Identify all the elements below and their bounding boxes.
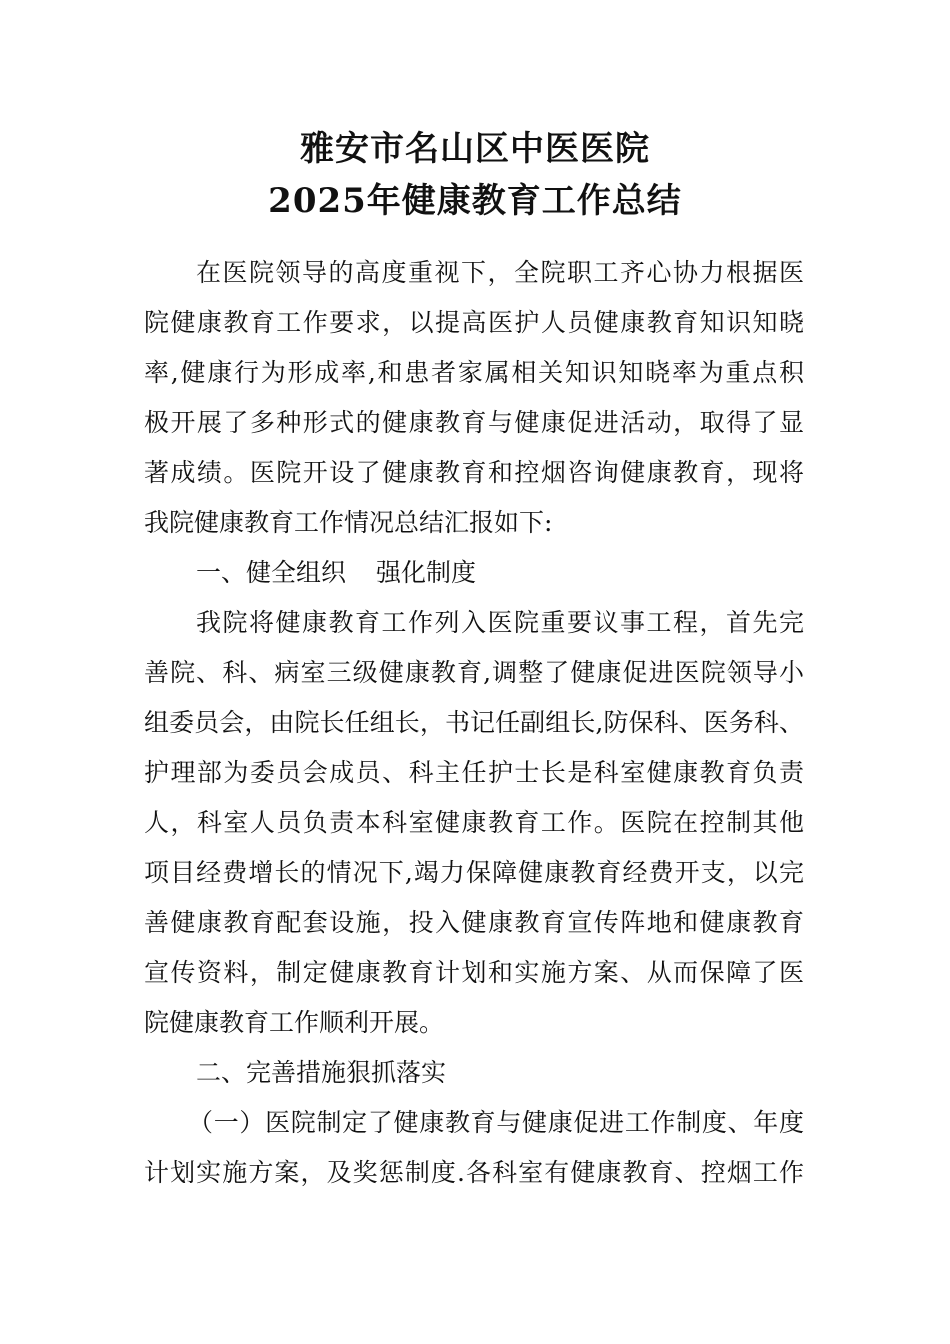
paragraph-line: 项目经费增长的情况下,竭力保障健康教育经费开支，以完: [144, 858, 804, 887]
paragraph-line: 善院、科、病室三级健康教育,调整了健康促进医院领导小: [144, 658, 804, 687]
document-title-line-2: 2025年健康教育工作总结: [268, 181, 682, 221]
paragraph-line: 院健康教育工作要求，以提高医护人员健康教育知识知晓: [144, 308, 804, 337]
paragraph-line: 我院健康教育工作情况总结汇报如下:: [144, 508, 553, 537]
section-heading-1: 一、健全组织 强化制度: [196, 558, 476, 587]
paragraph-line: 宣传资料，制定健康教育计划和实施方案、从而保障了医: [144, 958, 804, 987]
paragraph-line: 在医院领导的高度重视下，全院职工齐心协力根据医: [196, 258, 804, 287]
paragraph-line: 极开展了多种形式的健康教育与健康促进活动，取得了显: [144, 408, 804, 437]
paragraph-line: 我院将健康教育工作列入医院重要议事工程，首先完: [196, 608, 804, 637]
paragraph-line: 组委员会，由院长任组长，书记任副组长,防保科、医务科、: [144, 708, 804, 737]
section-heading-2: 二、完善措施狠抓落实: [196, 1058, 447, 1087]
paragraph-line: （一）医院制定了健康教育与健康促进工作制度、年度: [188, 1108, 804, 1137]
paragraph-line: 著成绩。医院开设了健康教育和控烟咨询健康教育，现将: [144, 458, 804, 487]
paragraph-line: 人，科室人员负责本科室健康教育工作。医院在控制其他: [144, 808, 804, 837]
document-body: [144, 248, 804, 1198]
paragraph-line: 计划实施方案，及奖惩制度.各科室有健康教育、控烟工作: [144, 1158, 804, 1187]
paragraph-line: 率,健康行为形成率,和患者家属相关知识知晓率为重点积: [144, 358, 804, 387]
paragraph-line: 善健康教育配套设施，投入健康教育宣传阵地和健康教育: [144, 908, 804, 937]
paragraph-line: 护理部为委员会成员、科主任护士长是科室健康教育负责: [144, 758, 804, 787]
document-title-line-1: 雅安市名山区中医医院: [300, 129, 650, 169]
paragraph-line: 院健康教育工作顺利开展。: [144, 1008, 445, 1037]
